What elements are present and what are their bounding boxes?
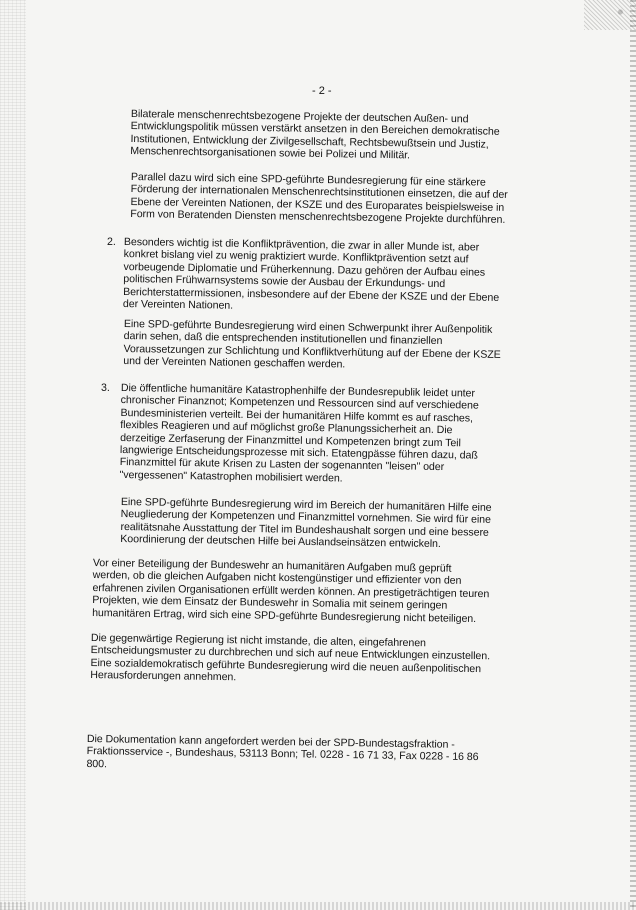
list-number-2: 2.: [107, 236, 116, 248]
scan-noise-left: [0, 0, 26, 910]
list-number-3: 3.: [101, 382, 110, 394]
paragraph-bundeswehr: Vor einer Beteiligung der Bundeswehr an humanitären Aufgaben muß geprüft werden, ob die gleichen Aufgaben nicht kostengünstiger und effizienter von den erfahrenen zivilen Organisationen erfüllt werden können. An prestigeträchtigen teuren Projekten, wie dem Einsatz der Bundeswehr in Somalia mit seinem geringen humanitären Ertrag, wird sich eine SPD-geführte Bundesregierung nicht beteiligen.: [92, 557, 490, 625]
paragraph-human-rights-institutions: Parallel dazu wird sich eine SPD-geführte Bundesregierung für eine stärkere Förderung der internationalen Menschenrechtsinstitutionen einsetzen, die auf der Ebene der Vereinten Nationen, der KSZE und des Europarates beispielsweise in Form von Beratenden Diensten menschenrechtsbezogene Projekte durchführen.: [130, 171, 508, 227]
footer-contact: Die Dokumentation kann angefordert werden bei der SPD-Bundestagsfraktion - Fraktionsservice -, Bundeshaus, 53113 Bonn; Tel. 0228 - 16 71 33, Fax 0228 - 16 86 800.: [86, 733, 479, 771]
paragraph-foreign-policy-focus: Eine SPD-geführte Bundesregierung wird einen Schwerpunkt ihrer Außenpolitik darin sehen, daß die entsprechenden institutionellen und finanziellen Voraussetzungen zur Schlichtung und Konfliktverhütung auf der Ebene der KSZE und der Vereinten Nationen geschaffen werden.: [123, 318, 501, 371]
paragraph-bilateral-projects: Bilaterale menschenrechtsbezogene Projekte der deutschen Außen- und Entwicklungspolitik müssen verstärkt ansetzen in den Bereichen demokratische Institutionen, Entwicklung der Zivilgesellschaft, Rechtsbewußtsein und Justiz, Menschenrechtsorganisationen sowie bei Polizei und Militär.: [130, 108, 500, 162]
paragraph-humanitarian-reorganization: Eine SPD-geführte Bundesregierung wird im Bereich der humanitären Hilfe eine Neugliederung der Kompetenzen und Finanzmittel vornehmen. Sie wird für eine realitätsnahe Ausstattung der Titel im Bundeshaushalt sorgen und eine bessere Koordinierung der deutschen Hilfe bei Auslandseinsätzen entwickeln.: [120, 496, 492, 551]
scan-noise-right: [630, 0, 636, 910]
paragraph-current-government: Die gegenwärtige Regierung ist nicht imstande, die alten, eingefahrenen Entscheidungsmuster zu durchbrechen und sich auf neue Entwicklungen einzustellen. Eine sozialdemokratisch geführte Bundesregierung wird die neuen außenpolitischen Herausforderungen annehmen.: [90, 632, 491, 684]
paragraph-conflict-prevention: Besonders wichtig ist die Konfliktprävention, die zwar in aller Munde ist, aber konkret bislang viel zu wenig praktiziert wurde. Konfliktprävention setzt auf vorbeugende Diplomatie und Früherkennung. Dazu gehören der Aufbau eines politischen Frühwarnsystems sowie der Ausbau der Erkundungs- und Berichterstattermissionen, insbesondere auf der Ebene der KSZE und der Ebene der Vereinten Nationen.: [122, 236, 500, 312]
scan-noise-bottom: [0, 902, 636, 910]
page-number: - 2 -: [312, 85, 332, 97]
paragraph-humanitarian-aid: Die öffentliche humanitäre Katastrophenhilfe der Bundesrepublik leidet unter chronischer Finanznot; Kompetenzen und Ressourcen sind auf verschiedene Bundesministerien verteilt. Bei der humanitären Hilfe kommt es auf rasches, flexibles Reagieren und auf möglichst große Planungssicherheit an. Die derzeitige Zerfaserung der Finanzmittel und Kompetenzen bringt zum Teil langwierige Entscheidungsprozesse mit sich. Etatengpässe führen dazu, daß Finanzmittel für akute Krisen zu Lasten der sogenannten "leisen" oder "vergessenen" Katastrophen mobilisiert werden.: [119, 382, 479, 485]
scan-noise-corner: [584, 0, 636, 30]
